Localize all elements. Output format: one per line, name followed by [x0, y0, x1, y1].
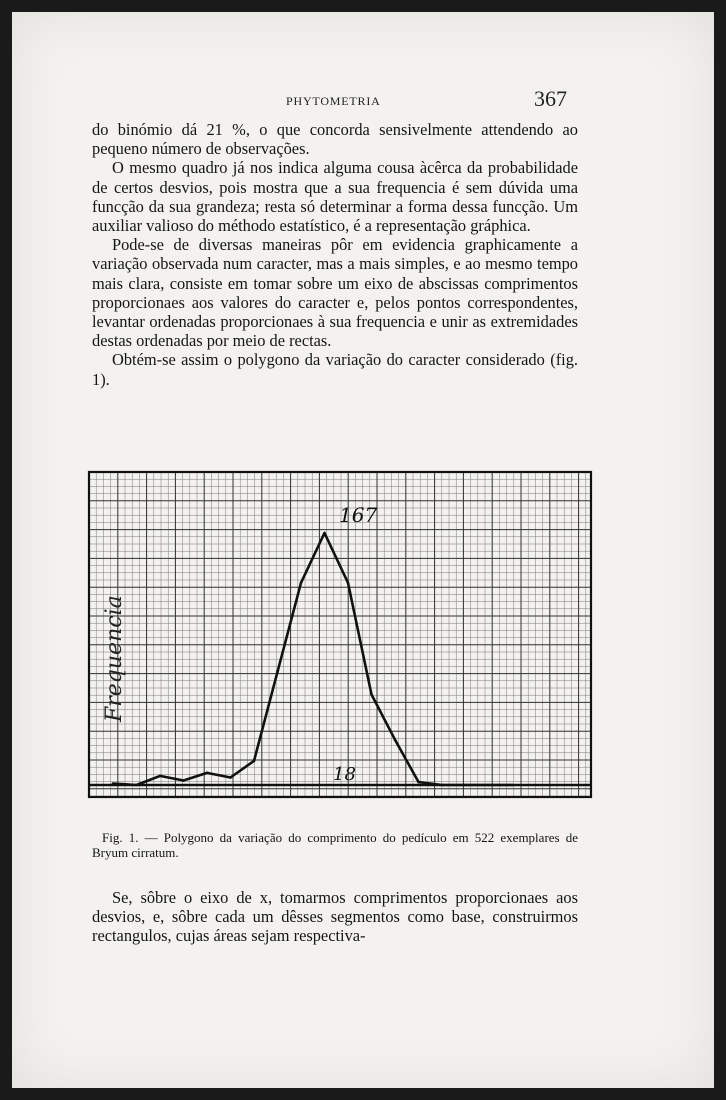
data-point	[206, 772, 209, 775]
data-point	[229, 776, 232, 779]
data-point	[276, 671, 279, 674]
book-page	[12, 12, 714, 1088]
x-annotation: 18	[333, 764, 356, 785]
paragraph-4: Obtém-se assim o polygono da variação do caracter considerado (fig. 1).	[92, 350, 578, 389]
data-point	[300, 582, 303, 585]
frequency-polygon-chart	[83, 464, 597, 809]
data-point	[511, 784, 514, 787]
data-point	[370, 693, 373, 696]
figure-1	[83, 464, 597, 809]
data-point	[135, 784, 138, 787]
page-header	[12, 86, 714, 116]
running-title: PHYTOMETRIA	[286, 94, 381, 108]
peak-label: 167	[339, 503, 378, 527]
paragraph-2: O mesmo quadro já nos indica alguma cousa àcêrca da probabilidade de certos desvios, pois mostra que a sua frequencia é sem dúvida uma funcção da sua grandeza; resta só determinar a forma dessa funcção. Um auxiliar valioso do méthodo estatístico, é a representação gráphica.	[92, 158, 578, 236]
data-point	[159, 775, 162, 778]
caption-text: Fig. 1. — Polygono da variação do comprimento do pedículo em 522 exemplares de Bryum cirratum.	[92, 830, 578, 860]
data-point	[417, 781, 420, 784]
data-point	[112, 782, 115, 785]
body-text	[92, 120, 578, 389]
paragraph-3: Pode-se de diversas maneiras pôr em evidencia graphicamente a variação observada num caracter, mas a mais simples, e ao mesmo tempo mais clara, consiste em tomar sobre um eixo de abscissas comprimentos proporcionaes aos valores do caracter e, pelos pontos correspondentes, levantar ordenadas proporcionaes à sua frequencia e unir as extremidades destas ordenadas por meio de rectas.	[92, 235, 578, 351]
paragraph-1: do binómio dá 21 %, o que concorda sensivelmente attendendo ao pequeno número de observações.	[92, 120, 578, 159]
y-axis-label: Frequencia	[102, 595, 127, 722]
data-point	[347, 582, 350, 585]
data-point	[253, 760, 256, 763]
data-point	[323, 532, 326, 535]
paragraph-5: Se, sôbre o eixo de x, tomarmos comprimentos proporcionaes aos desvios, e, sôbre cada um dêsses segmentos como base, construirmos rectangulos, cujas áreas sejam respectiva-	[92, 888, 578, 946]
data-point	[441, 784, 444, 787]
data-point	[182, 779, 185, 782]
body-text-after	[92, 888, 578, 946]
data-point	[488, 784, 491, 787]
figure-caption	[92, 830, 578, 860]
page-number: 367	[534, 86, 567, 111]
data-point	[394, 738, 397, 741]
data-point	[464, 784, 467, 787]
